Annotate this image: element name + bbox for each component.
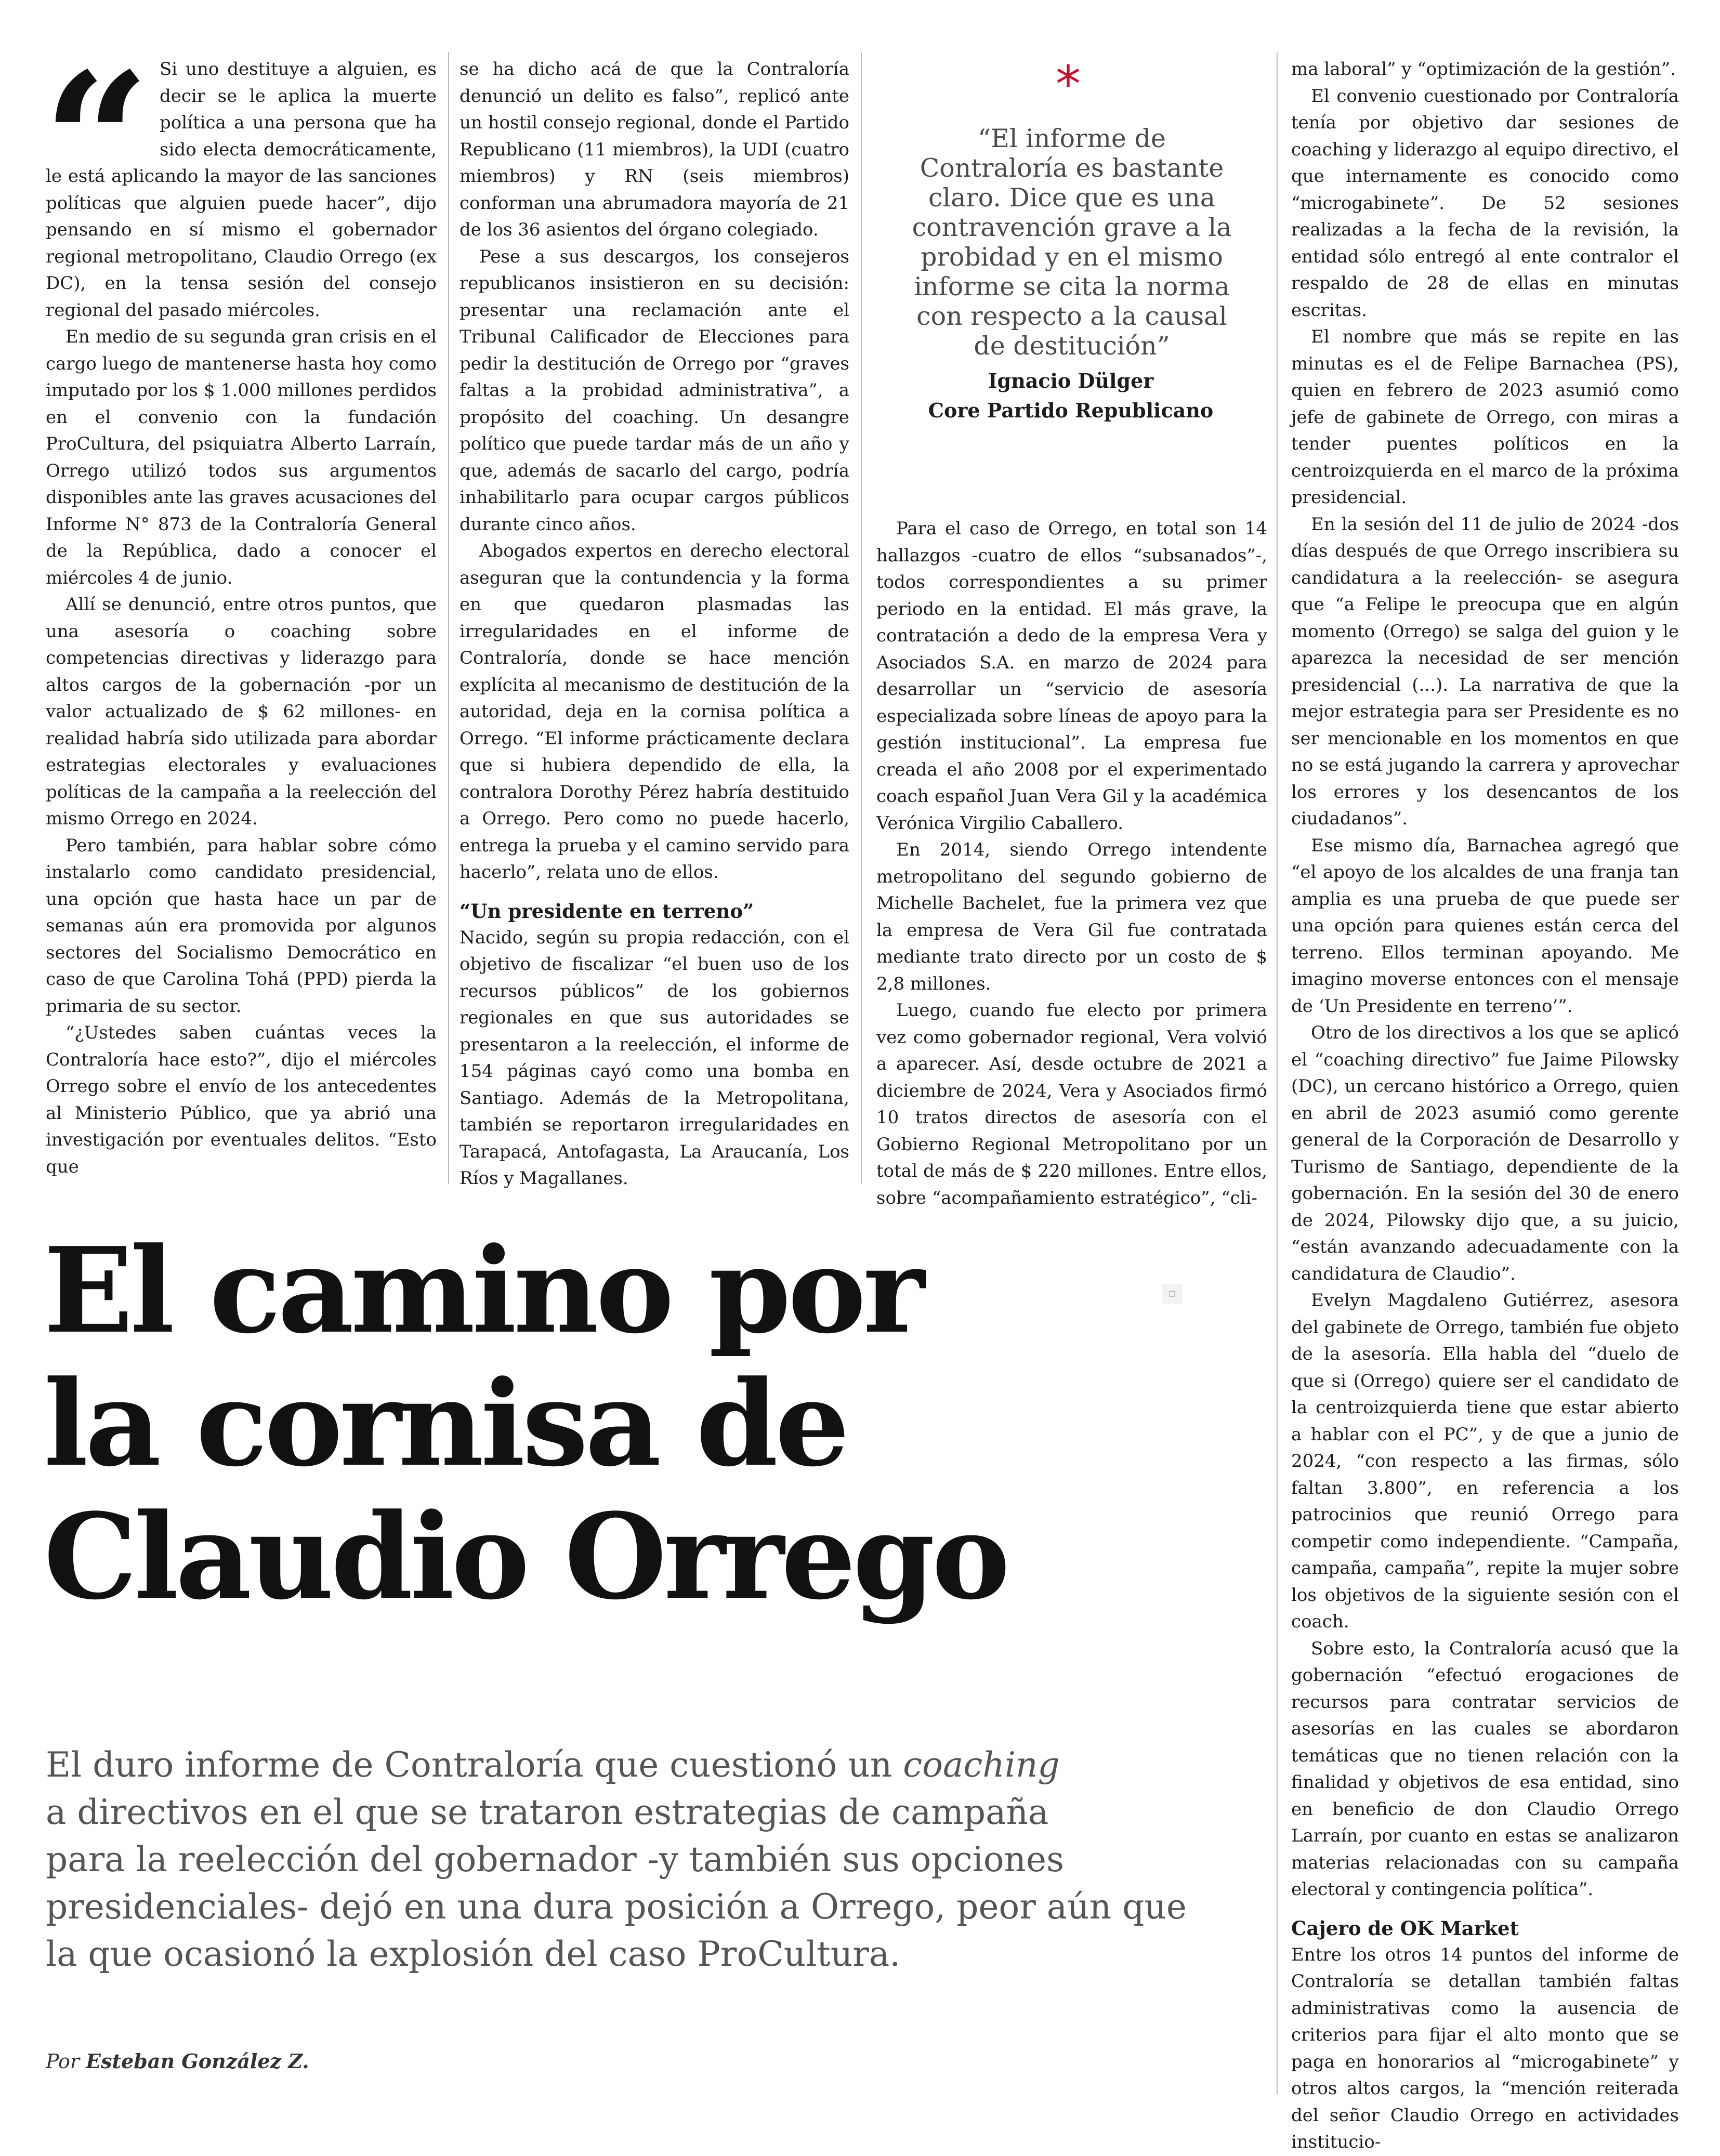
paragraph: Entre los otros 14 puntos del informe de Contraloría se detallan también faltas administrativas como la ausencia de criterios para fijar el alto monto que se paga en honorarios al “microgabinete” y otros altos cargos, la “mención reiterada del señor Claudio Orrego en actividades institucio- xyxy=(1291,1944,1679,2152)
page-marker-icon: ▫ xyxy=(1162,1284,1182,1304)
paragraph: ma laboral” y “optimización de la gestión”. xyxy=(1291,59,1676,80)
paragraph: En medio de su segunda gran crisis en el cargo luego de mantenerse hasta hoy como imputado por los $ 1.000 millones perdidos en el convenio con la fundación ProCultura, del psiquiatra Alberto Larraín, Orrego utilizó todos sus argumentos disponibles ante las graves acusaciones del Informe N° 873 de la Contraloría General de la República, dado a conocer el miércoles 4 de junio. xyxy=(46,326,437,588)
headline xyxy=(44,1222,1239,1626)
paragraph: En la sesión del 11 de julio de 2024 -dos días después de que Orrego inscribiera su candidatura a la reelección- se asegura que “a Felipe le preocupa que en algún momento (Orrego) se salga del guion y le aparezca la necesidad de ser mención presidencial (...). La narrativa de que la mejor estrategia para ser Presidente es no ser mencionable en los momentos en que no se está jugando la carrera y aprovechar los errores y los desencantos de los ciudadanos”. xyxy=(1291,514,1679,829)
pull-quote-attribution xyxy=(884,366,1258,425)
paragraph: “¿Ustedes saben cuántas veces la Contraloría hace esto?”, dijo el miércoles Orrego sobre el envío de los antecedentes al Ministerio Público, que ya abrió una investigación por eventuales delitos. “Esto que xyxy=(46,1022,437,1177)
paragraph: Otro de los directivos a los que se aplicó el “coaching directivo” fue Jaime Pilowsky (DC), un cercano histórico a Orrego, quien en abril de 2023 asumió como gerente general de la Corporación de Desarrollo y Turismo de Santiago, dependiente de la gobernación. En la sesión del 30 de enero de 2024, Pilowsky dijo que, a su juicio, “están avanzando adecuadamente con la candidatura de Claudio”. xyxy=(1291,1022,1679,1284)
column-divider xyxy=(861,52,862,1184)
paragraph: El convenio cuestionado por Contraloría tenía por objetivo dar sesiones de coaching y liderazgo al equipo directivo, el que internamente es conocido como “microgabinete”. De 52 sesiones realizadas a la fecha de la revisión, la entidad sólo entregó al ente contralor el respaldo de 28 de ellas en minutas escritas. xyxy=(1291,85,1679,321)
paragraph: Ese mismo día, Barnachea agregó que “el apoyo de los alcaldes de una franja tan amplia es una prueba de que puede ser una opción para quienes están cerca del terreno. Ellos terminan apoyando. Me imagino moverse entonces con el mensaje de ‘Un Presidente en terreno’”. xyxy=(1291,835,1679,1017)
headline-line: El camino por xyxy=(44,1222,922,1360)
paragraph: En 2014, siendo Orrego intendente metropolitano del segundo gobierno de Michelle Bachelet, fue la primera vez que la empresa de Vera Gil fue contratada mediante trato directo por un costo de $ 2,8 millones. xyxy=(876,839,1267,994)
paragraph: Allí se denunció, entre otros puntos, que una asesoría o coaching sobre competencias directivas y liderazgo para altos cargos de la gobernación -por un valor actualizado de $ 62 millones- en realidad habría sido utilizada para abordar estrategias electorales y evaluaciones políticas de la campaña a la reelección del mismo Orrego en 2024. xyxy=(46,594,437,829)
deck-line xyxy=(46,1741,1278,1789)
subheading: Cajero de OK Market xyxy=(1291,1916,1519,1940)
deck-line: presidenciales- dejó en una dura posición a Orrego, peor aún que xyxy=(46,1887,1187,1927)
byline-prefix: Por xyxy=(46,2050,80,2073)
column-divider xyxy=(448,52,449,1184)
pull-quote-author-name: Ignacio Dülger xyxy=(988,369,1154,392)
article-column-3 xyxy=(876,516,1267,1208)
paragraph: Evelyn Magdaleno Gutiérrez, asesora del gabinete de Orrego, también fue objeto de la asesoría. Ella habla del “duelo de que si (Orrego) quiere ser el candidato de la centroizquierda tiene que estar abierto a hablar con el PC”, y de que a junio de 2024, “con respecto a las firmas, sólo faltan 3.800”, en referencia a los patrocinios que reunió Orrego para competir como independiente. “Campaña, campaña, campaña”, repite la mujer sobre los objetivos de la siguiente sesión con el coach. xyxy=(1291,1290,1679,1632)
deck-text: El duro informe de Contraloría que cuestionó un xyxy=(46,1745,903,1785)
paragraph: Sobre esto, la Contraloría acusó que la gobernación “efectuó erogaciones de recursos para contratar servicios de asesorías en las cuales se abordaron temáticas que no tienen relación con la finalidad y objetivos de esa entidad, sino en beneficio de don Claudio Orrego Larraín, por cuanto en estas se analizaron materias relacionadas con su campaña electoral y contingencia política”. xyxy=(1291,1638,1679,1900)
deck-line: para la reelección del gobernador -y también sus opciones xyxy=(46,1839,1064,1879)
paragraph: Pero también, para hablar sobre cómo instalarlo como candidato presidencial, una opción que hasta hace un par de semanas aún era promovida por algunos sectores del Socialismo Democrático en caso de que Carolina Tohá (PPD) pierda la primaria de su sector. xyxy=(46,835,437,1017)
paragraph: Abogados expertos en derecho electoral aseguran que la contundencia y la forma en que quedaron plasmadas las irregularidades en el informe de Contraloría, donde se hace mención explícita al mecanismo de destitución de la autoridad, deja en la cornisa política a Orrego. “El informe prácticamente declara que si hubiera dependido de ella, la contralora Dorothy Pérez habría destituido a Orrego. Pero como no puede hacerlo, entrega la prueba y el camino servido para hacerlo”, relata uno de ellos. xyxy=(459,541,849,883)
byline xyxy=(46,2048,309,2075)
opening-quote-icon: “ xyxy=(43,32,151,252)
deck-subtitle xyxy=(46,1741,1278,1978)
headline-line: la cornisa de xyxy=(44,1355,847,1493)
paragraph: Pese a sus descargos, los consejeros republicanos insistieron en su decisión: presentar una reclamación ante el Tribunal Calificador de Elecciones para pedir la destitución de Orrego por “graves faltas a la probidad administrativa”, a propósito del coaching. Un desangre político que puede tardar más de un año y que, además de sacarlo del cargo, podría inhabilitarlo para ocupar cargos públicos durante cinco años. xyxy=(459,246,849,535)
paragraph: Nacido, según su propia redacción, con el objetivo de fiscalizar “el buen uso de los recursos públicos” de los gobiernos regionales en que sus autoridades se presentaron a la reelección, el informe de 154 páginas cayó como una bomba en Santiago. Además de la Metropolitana, también se reportaron irregularidades en Tarapacá, Antofagasta, La Araucanía, Los Ríos y Magallanes. xyxy=(459,927,849,1189)
subheading: “Un presidente en terreno” xyxy=(459,899,754,923)
pull-quote-author-role: Core Partido Republicano xyxy=(928,399,1214,422)
headline-line: Claudio Orrego xyxy=(44,1488,1007,1626)
article-column-2 xyxy=(459,56,849,1189)
paragraph: Para el caso de Orrego, en total son 14 hallazgos -cuatro de ellos “subsanados”-, todos correspondientes a su primer periodo en la entidad. El más grave, la contratación a dedo de la empresa Vera y Asociados S.A. en marzo de 2024 para desarrollar un “servicio de asesoría especializada sobre líneas de apoyo para la gestión institucional”. La empresa fue creada el año 2008 por el experimentado coach español Juan Vera Gil y la académica Verónica Virgilio Caballero. xyxy=(876,518,1267,834)
paragraph: Luego, cuando fue electo por primera vez como gobernador regional, Vera volvió a aparecer. Así, desde octubre de 2021 a diciembre de 2024, Vera y Asociados firmó 10 tratos directos de asesoría con el Gobierno Regional Metropolitano por un total de más de $ 220 millones. Entre ellos, sobre “acompañamiento estratégico”, “cli- xyxy=(876,1000,1267,1208)
article-column-1 xyxy=(43,32,437,1184)
deck-italic-term: coaching xyxy=(903,1745,1060,1785)
deck-line: a directivos en el que se trataron estrategias de campaña xyxy=(46,1792,1049,1832)
byline-author: Esteban González Z. xyxy=(86,2049,309,2073)
article-column-4 xyxy=(1291,56,1679,2152)
asterisk-icon: * xyxy=(1056,55,1081,113)
paragraph: Si uno destituye a alguien, es decir se le aplica la muerte política a una persona que ha sido electa democráticamente, le está aplicando la mayor de las sanciones políticas que alguien puede hacer”, dijo pensando en sí mismo el gobernador regional metropolitano, Claudio Orrego (ex DC), en la tensa sesión del consejo regional del pasado miércoles. xyxy=(46,59,437,321)
deck-line: la que ocasionó la explosión del caso ProCultura. xyxy=(46,1934,901,1974)
paragraph: El nombre que más se repite en las minutas es el de Felipe Barnachea (PS), quien en febrero de 2023 asumió como jefe de gabinete de Orrego, con miras a tender puentes políticos en la centroizquierda en el marco de la próxima presidencial. xyxy=(1291,326,1679,508)
paragraph: se ha dicho acá de que la Contraloría denunció un delito es falso”, replicó ante un hostil consejo regional, donde el Partido Republicano (11 miembros), la UDI (cuatro miembros) y RN (seis miembros) conforman una abrumadora mayoría de 21 de los 36 asientos del órgano colegiado. xyxy=(459,59,849,240)
pull-quote: “El informe de Contraloría es bastante claro. Dice que es una contravención grave a la probidad y en el mismo informe se cita la norma con respecto a la causal de destitución” xyxy=(912,124,1232,361)
